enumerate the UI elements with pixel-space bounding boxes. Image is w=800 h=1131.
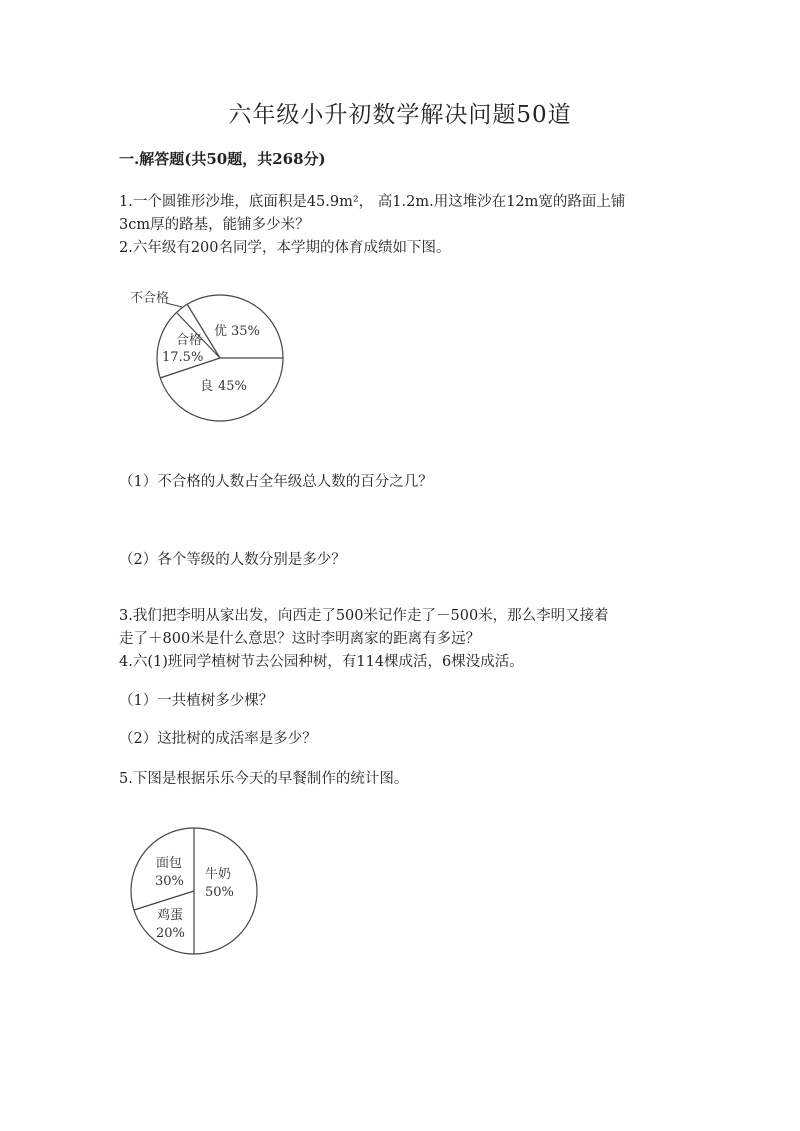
section-heading: 一.解答题(共50题，共268分) xyxy=(119,150,326,168)
question-1-line-2: 3cm厚的路基，能铺多少米？ xyxy=(119,217,310,233)
question-2-sub-1: （1）不合格的人数占全年级总人数的百分之几？ xyxy=(119,474,433,490)
question-3-line-2: 走了＋800米是什么意思？这时李明离家的距离有多远？ xyxy=(119,631,481,647)
grades-value-pass: 17.5% xyxy=(162,350,204,365)
breakfast-value-egg: 20% xyxy=(156,926,185,941)
breakfast-value-bread: 30% xyxy=(155,874,184,889)
breakfast-pie-chart xyxy=(125,822,265,962)
question-5: 5.下图是根据乐乐今天的早餐制作的统计图。 xyxy=(119,771,409,787)
breakfast-value-milk: 50% xyxy=(205,885,234,900)
question-3-line-1: 3.我们把李明从家出发，向西走了500米记作走了－500米，那么李明又接着 xyxy=(119,608,609,624)
breakfast-label-egg: 鸡蛋 xyxy=(157,908,184,923)
question-1-line-1: 1.一个圆锥形沙堆，底面积是45.9m²， 高1.2m.用这堆沙在12m宽的路面上铺 xyxy=(119,194,626,210)
question-4-sub-1: （1）一共植树多少棵？ xyxy=(119,693,274,709)
grades-pie-chart xyxy=(118,280,298,430)
grades-label-good: 良 xyxy=(200,379,214,394)
grades-value-excellent: 35% xyxy=(231,324,260,339)
question-4-sub-2: （2）这批树的成活率是多少？ xyxy=(119,731,317,747)
question-4: 4.六(1)班同学植树节去公园种树，有114棵成活，6棵没成活。 xyxy=(119,654,524,670)
question-2-sub-2: （2）各个等级的人数分别是多少？ xyxy=(119,552,346,568)
question-2: 2.六年级有200名同学，本学期的体育成绩如下图。 xyxy=(119,240,451,256)
breakfast-label-bread: 面包 xyxy=(156,856,183,871)
breakfast-label-milk: 牛奶 xyxy=(205,867,232,882)
page-title: 六年级小升初数学解决问题50道 xyxy=(228,102,572,128)
grades-label-excellent: 优 xyxy=(214,324,228,339)
grades-label-fail: 不合格 xyxy=(130,291,170,306)
grades-label-pass: 合格 xyxy=(176,333,203,348)
grades-value-good: 45% xyxy=(218,379,247,394)
